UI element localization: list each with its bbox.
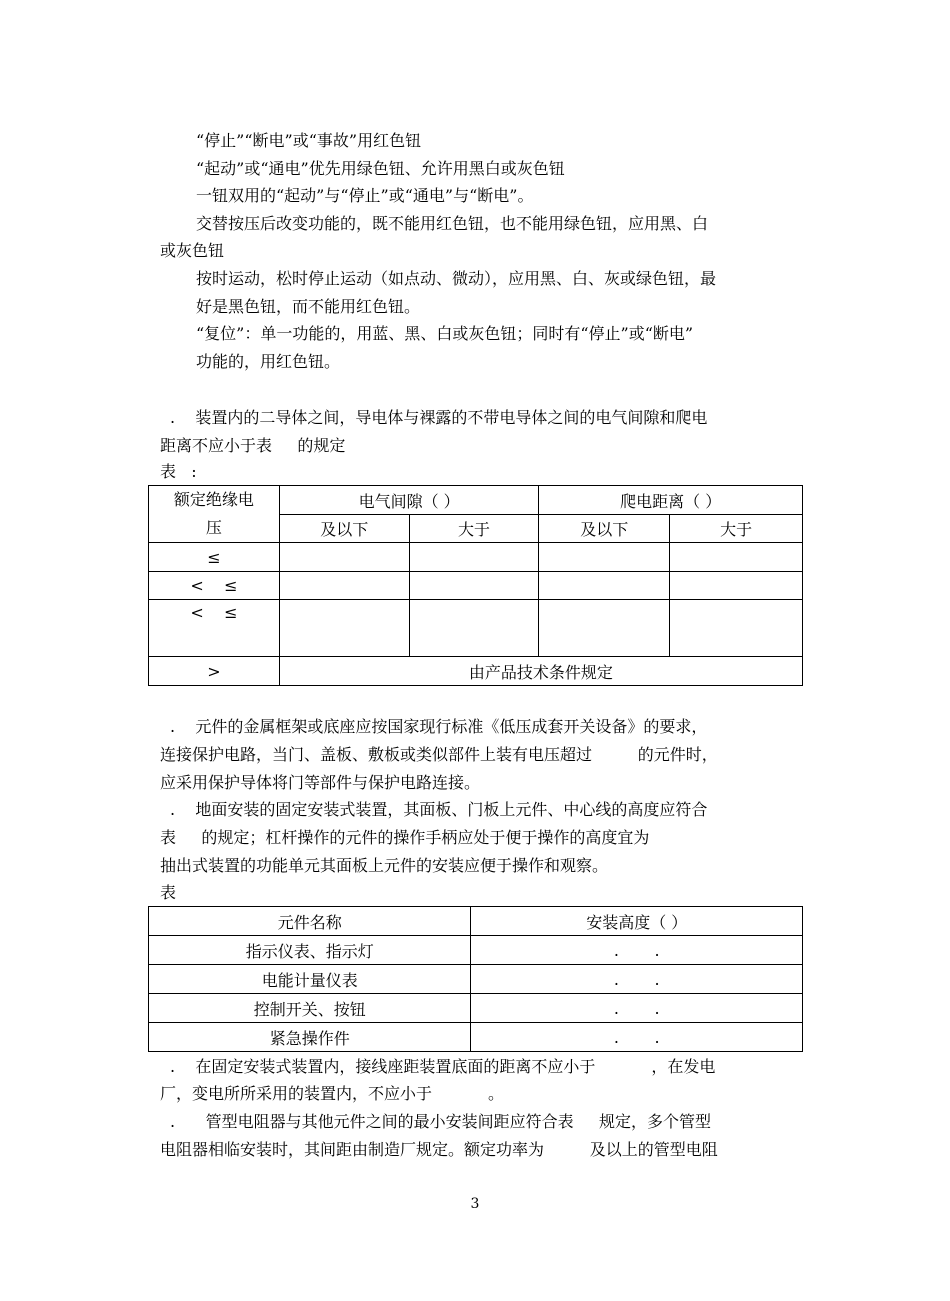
component-name: 控制开关、按钮	[149, 994, 471, 1023]
voltage-range-2: < ≤	[149, 572, 280, 600]
para3-line4: . 地面安装的固定安装式装置，其面板、门板上元件、中心线的高度应符合	[170, 800, 708, 819]
voltage-range-4: >	[149, 657, 280, 686]
product-spec-note: 由产品技术条件规定	[279, 657, 802, 686]
para1-line6: 按时运动，松时停止运动（如点动、微动），应用黑、白、灰或绿色钮，最	[196, 269, 717, 288]
para2-line1: . 装置内的二导体之间，导电体与裸露的不带电导体之间的电气间隙和爬电	[170, 408, 708, 427]
para2-line2: 距离不应小于表 的规定	[160, 436, 346, 455]
para4-line2: 厂，变电所所采用的装置内，不应小于 。	[160, 1084, 504, 1103]
page-number: 3	[470, 1196, 480, 1212]
para1-line7: 好是黑色钮，而不能用红色钮。	[196, 297, 421, 316]
install-height: . .	[471, 936, 803, 965]
install-height: . .	[471, 1023, 803, 1052]
voltage-range-1: ≤	[149, 543, 280, 572]
para1-line9: 功能的，用红色钮。	[196, 352, 341, 371]
subheader-clearance-above: 大于	[409, 515, 539, 543]
header-rated-voltage: 额定绝缘电 压	[149, 486, 280, 543]
para1-line4: 交替按压后改变功能的，既不能用红色钮，也不能用绿色钮，应用黑、白	[196, 214, 709, 233]
header-creepage: 爬电距离（ ）	[539, 486, 803, 515]
component-name: 指示仪表、指示灯	[149, 936, 471, 965]
para3-line6: 抽出式装置的功能单元其面板上元件的安装应便于操作和观察。	[160, 856, 609, 875]
header-clearance: 电气间隙（ ）	[279, 486, 539, 515]
para4-line3: . 管型电阻器与其他元件之间的最小安装间距应符合表 规定，多个管型	[170, 1112, 712, 1131]
install-height-table	[148, 906, 803, 1052]
para3-line5: 表 的规定；杠杆操作的元件的操作手柄应处于便于操作的高度宜为	[160, 828, 650, 847]
para1-line8: “复位”：单一功能的，用蓝、黑、白或灰色钮；同时有“停止”或“断电”	[196, 324, 694, 343]
para3-line2: 连接保护电路，当门、盖板、敷板或类似部件上装有电压超过 的元件时，	[160, 745, 718, 764]
para4-line4: 电阻器相临安装时，其间距由制造厂规定。额定功率为 及以上的管型电阻	[160, 1140, 718, 1159]
para1-line1: “停止”“断电”或“事故”用红色钮	[196, 131, 422, 150]
header-install-height: 安装高度（ ）	[471, 907, 803, 936]
para3-line3: 应采用保护导体将门等部件与保护电路连接。	[160, 773, 481, 792]
clearance-table	[148, 485, 803, 686]
install-height: . .	[471, 965, 803, 994]
para1-line5: 或灰色钮	[160, 241, 225, 260]
component-name: 电能计量仪表	[149, 965, 471, 994]
para4-line1: . 在固定安装式装置内，接线座距装置底面的距离不应小于 ，在发电	[170, 1057, 716, 1076]
subheader-creepage-below: 及以下	[539, 515, 670, 543]
voltage-range-3: < ≤	[149, 600, 280, 657]
header-component-name: 元件名称	[149, 907, 471, 936]
subheader-clearance-below: 及以下	[279, 515, 409, 543]
component-name: 紧急操作件	[149, 1023, 471, 1052]
para1-line2: “起动”或“通电”优先用绿色钮、允许用黑白或灰色钮	[196, 159, 565, 178]
para3-line1: . 元件的金属框架或底座应按国家现行标准《低压成套开关设备》的要求，	[170, 717, 708, 736]
table2-caption: 表	[160, 883, 177, 902]
table1-caption: 表 :	[160, 462, 197, 481]
install-height: . .	[471, 994, 803, 1023]
para1-line3: 一钮双用的“起动”与“停止”或“通电”与“断电”。	[196, 186, 534, 205]
subheader-creepage-above: 大于	[670, 515, 803, 543]
